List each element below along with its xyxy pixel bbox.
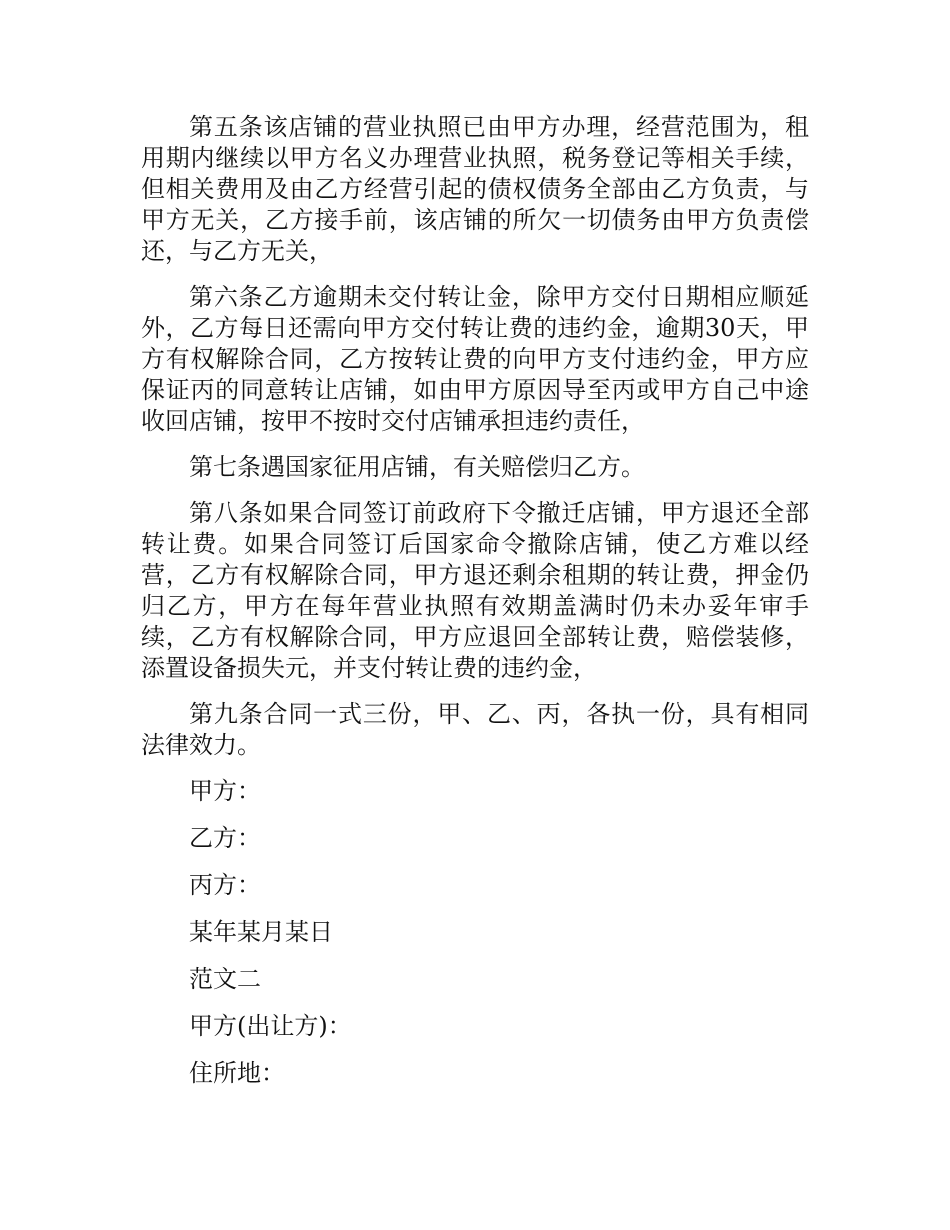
transferor-line: 甲方(出让方)：	[189, 1012, 352, 1040]
document-body	[141, 112, 809, 1105]
clause-6-paragraph: 第六条乙方逾期未交付转让金，除甲方交付日期相应顺延外，乙方每日还需向甲方交付转让费的违约金，逾期30天，甲方有权解除合同，乙方按转让费的向甲方支付违约金，甲方应保证丙的同意转让店铺，如由甲方原因导至丙或甲方自己中途收回店铺，按甲不按时交付店铺承担违约责任，	[141, 283, 809, 435]
party-b-signature-line: 乙方：	[189, 824, 261, 852]
clause-9-paragraph: 第九条合同一式三份，甲、乙、丙，各执一份，具有相同法律效力。	[141, 700, 809, 759]
clause-5-paragraph: 第五条该店铺的营业执照已由甲方办理，经营范围为，租用期内继续以甲方名义办理营业执照，税务登记等相关手续，但相关费用及由乙方经营引起的债权债务全部由乙方负责，与甲方无关，乙方接手前，该店铺的所欠一切债务由甲方负责偿还，与乙方无关，	[141, 113, 809, 265]
sample-two-heading: 范文二	[189, 965, 261, 993]
clause-8-paragraph: 第八条如果合同签订前政府下令撤迁店铺，甲方退还全部转让费。如果合同签订后国家命令撤除店铺，使乙方难以经营，乙方有权解除合同，甲方退还剩余租期的转让费，押金仍归乙方，甲方在每年营业执照有效期盖满时仍未办妥年审手续，乙方有权解除合同，甲方应退回全部转让费，赔偿装修，添置设备损失元，并支付转让费的违约金，	[141, 499, 809, 682]
clause-7-paragraph: 第七条遇国家征用店铺，有关赔偿归乙方。	[189, 453, 645, 481]
party-c-signature-line: 丙方：	[189, 871, 261, 899]
party-a-signature-line: 甲方：	[189, 777, 261, 805]
address-line: 住所地：	[189, 1059, 285, 1087]
date-line: 某年某月某日	[189, 918, 333, 946]
